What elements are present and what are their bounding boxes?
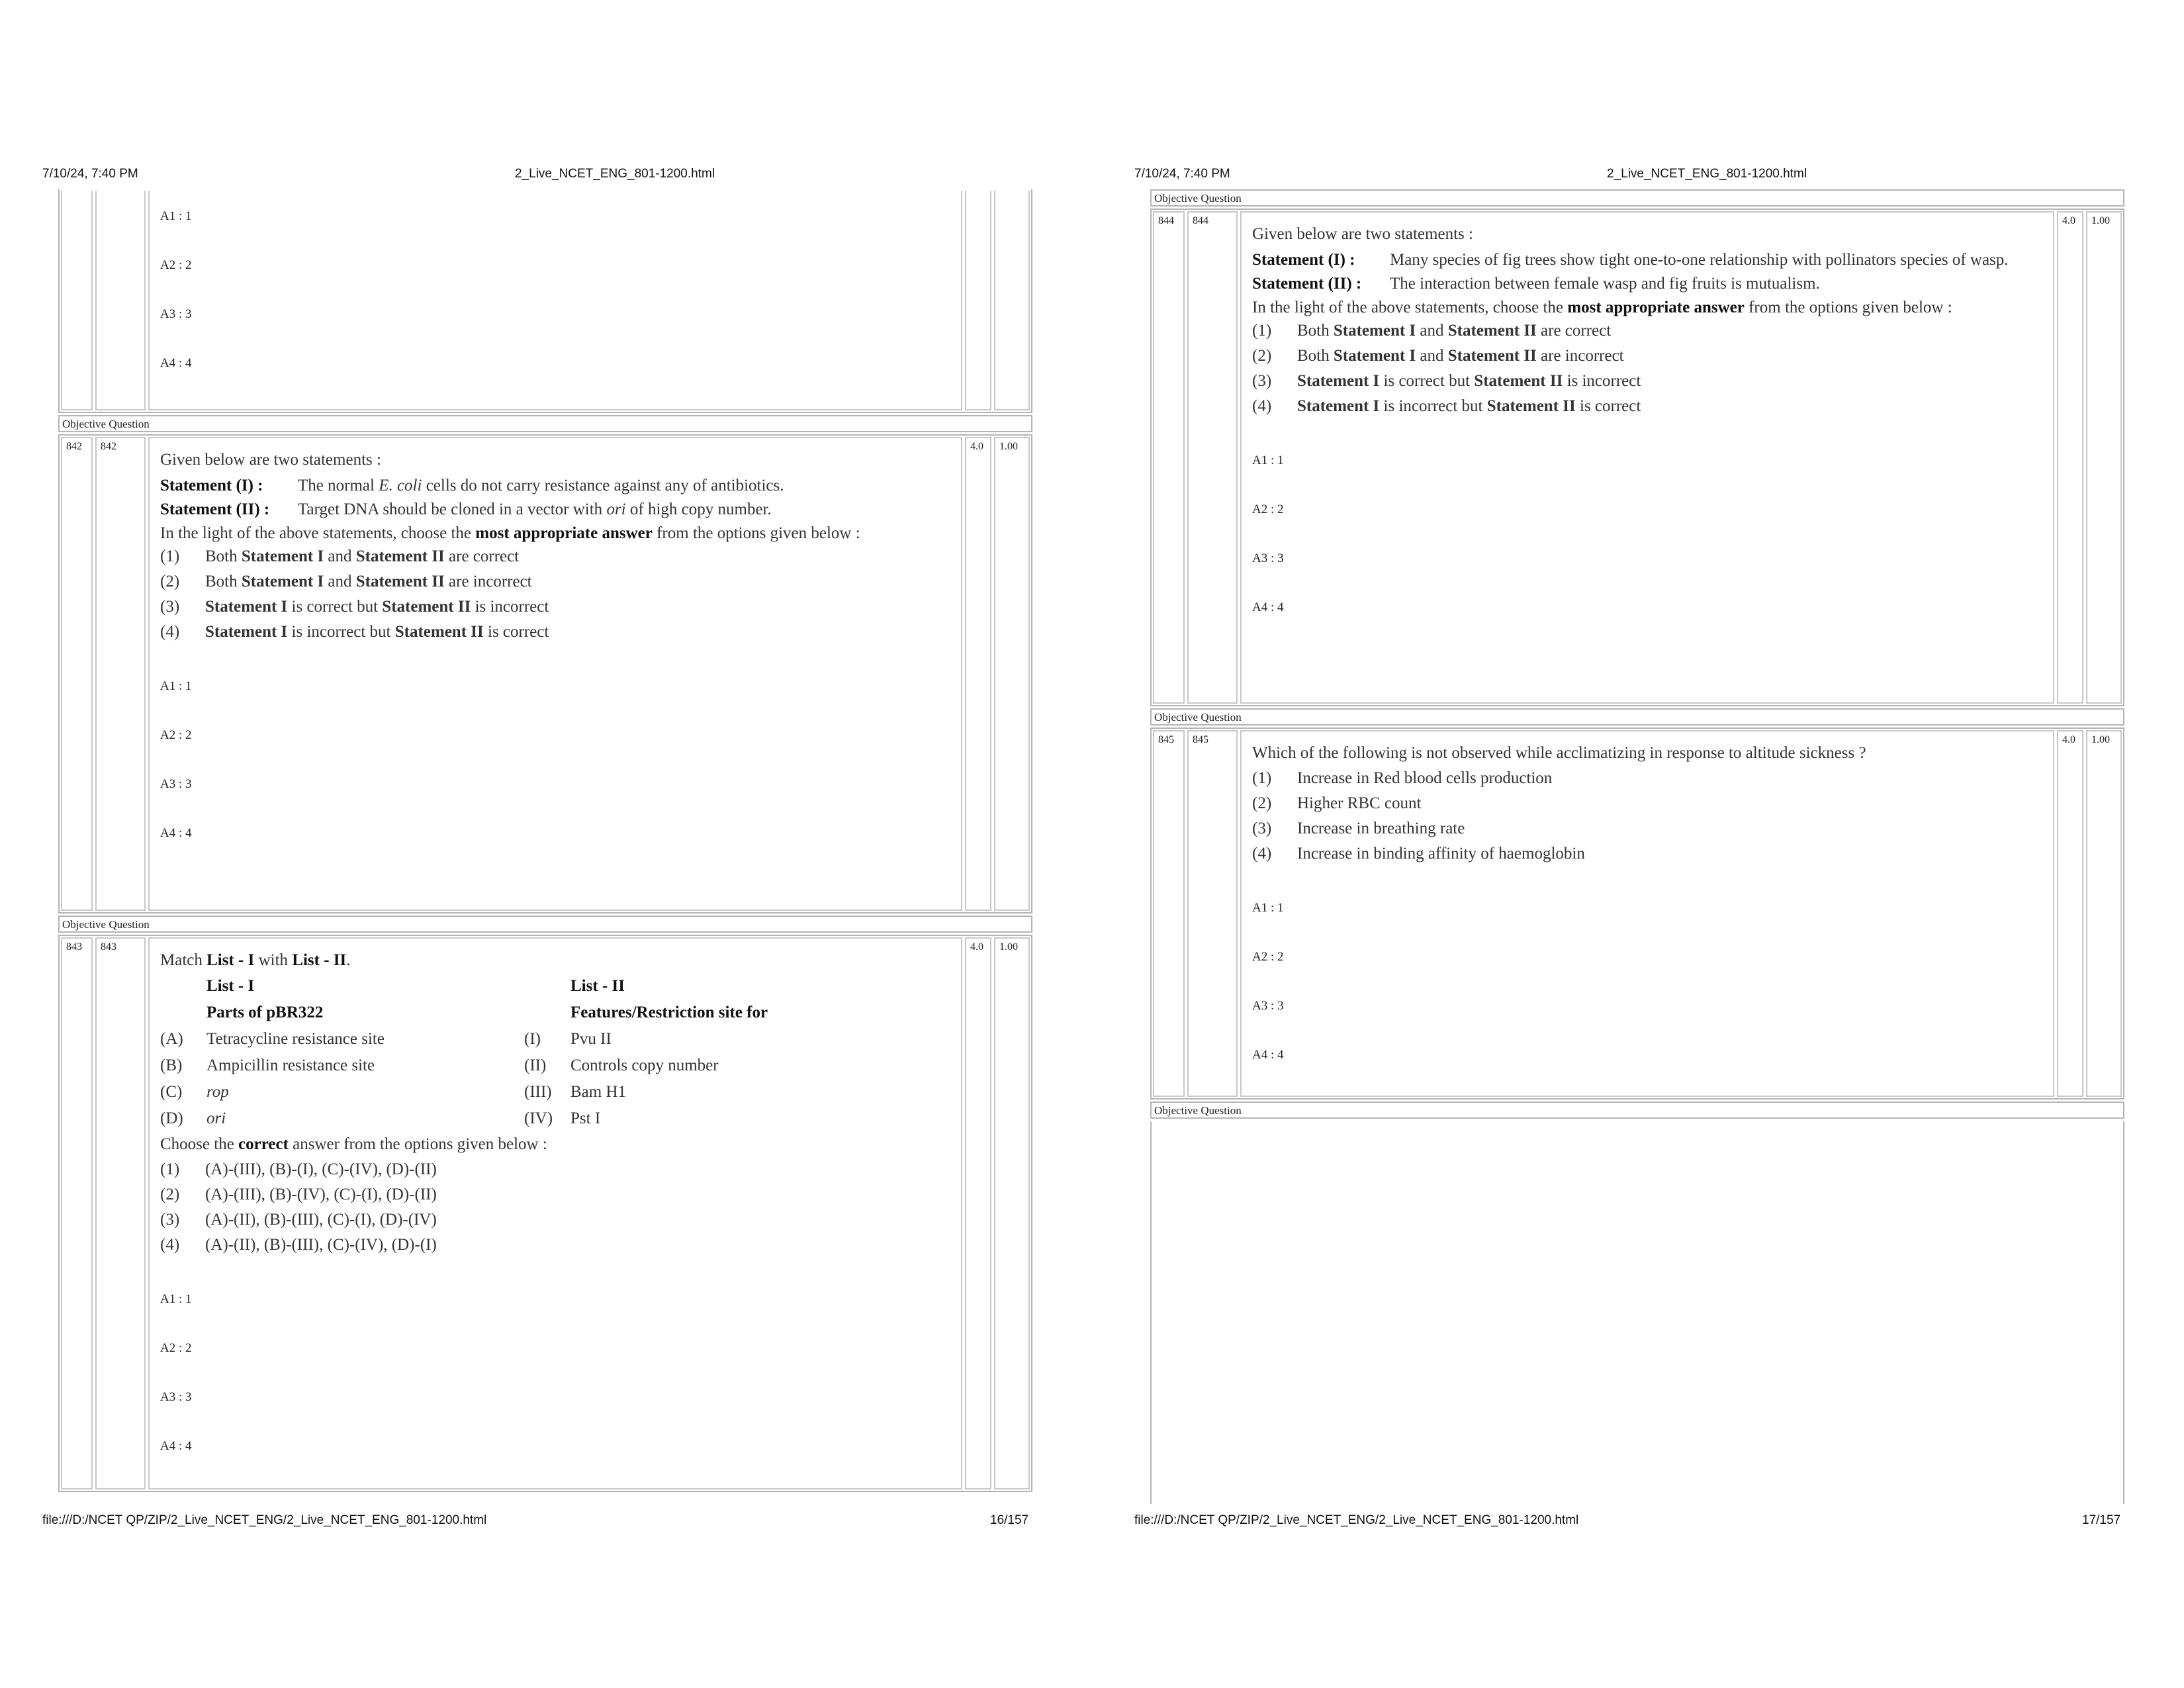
answer-option: A4 : 4	[1252, 600, 1284, 614]
answer-option: A3 : 3	[1252, 551, 1284, 565]
answer-option: A4 : 4	[160, 826, 192, 840]
option: (4) Statement I is incorrect but Statement II is correct	[1252, 397, 1641, 415]
question-number: 843	[61, 937, 93, 1489]
negative-marks: 1.00	[2086, 730, 2122, 1097]
option: (3) (A)-(II), (B)-(III), (C)-(I), (D)-(IV)	[160, 1211, 437, 1229]
option: (3) Increase in breathing rate	[1252, 820, 1465, 837]
answer-option: A1 : 1	[1252, 901, 1284, 915]
answer-option: A4 : 4	[160, 1439, 192, 1453]
answer-option: A1 : 1	[160, 209, 192, 223]
section-label: Objective Question	[58, 415, 1032, 432]
statement-1: Statement (I) : Many species of fig trees show tight one-to-one relationship with pollinators species of wasp.	[1252, 251, 2009, 269]
answer-option: A3 : 3	[160, 777, 192, 791]
option: (1) Increase in Red blood cells production	[1252, 769, 1553, 787]
answer-option: A3 : 3	[160, 1390, 192, 1404]
section-label: Objective Question	[1150, 189, 2124, 207]
answer-option: A2 : 2	[160, 1341, 192, 1355]
right-page	[1092, 0, 2184, 1688]
option: (3) Statement I is correct but Statement II is incorrect	[160, 598, 549, 616]
question-body	[148, 937, 962, 1489]
statement-2: Statement (II) : Target DNA should be cloned in a vector with ori of high copy number.	[160, 500, 772, 518]
question-intro: Given below are two statements :	[160, 451, 381, 469]
header-date: 7/10/24, 7:40 PM	[1134, 167, 1230, 181]
marks: 4.0	[965, 937, 991, 1489]
question-body	[148, 437, 962, 911]
answer-option: A2 : 2	[160, 258, 192, 272]
answer-option: A2 : 2	[160, 728, 192, 742]
option: (3) Statement I is correct but Statement II is incorrect	[1252, 372, 1641, 390]
question-body	[1240, 730, 2054, 1097]
option: (2) Higher RBC count	[1252, 794, 1422, 812]
question-number: 844	[1153, 211, 1185, 704]
header-title: 2_Live_NCET_ENG_801-1200.html	[1607, 167, 1807, 181]
prev-question-row	[58, 189, 1032, 413]
prev-answers	[148, 191, 962, 410]
section-label: Objective Question	[1150, 708, 2124, 726]
option: (1) Both Statement I and Statement II are correct	[160, 547, 520, 565]
option: (2) (A)-(III), (B)-(IV), (C)-(I), (D)-(II)	[160, 1186, 437, 1203]
marks: 4.0	[965, 437, 991, 911]
answer-list	[1252, 901, 2042, 1062]
question-table	[58, 189, 1032, 1494]
answer-option: A1 : 1	[1252, 453, 1284, 467]
answer-option: A4 : 4	[1252, 1048, 1284, 1062]
table-border	[1150, 1121, 1152, 1504]
marks: 4.0	[2057, 730, 2083, 1097]
question-id: 842	[95, 437, 146, 911]
statement-2: Statement (II) : The interaction between female wasp and fig fruits is mutualism.	[1252, 275, 1820, 293]
answer-list	[160, 1292, 950, 1454]
question-instruction: In the light of the above statements, choose the most appropriate answer from the options given below :	[160, 524, 860, 542]
answer-list	[160, 679, 950, 841]
answer-list	[1252, 453, 2042, 615]
question-instruction: In the light of the above statements, choose the most appropriate answer from the options given below :	[1252, 299, 1952, 316]
option: (4) Statement I is incorrect but Statement II is correct	[160, 623, 549, 641]
question-number: 842	[61, 437, 93, 911]
footer-path: file:///D:/NCET QP/ZIP/2_Live_NCET_ENG/2_Live_NCET_ENG_801-1200.html	[42, 1513, 487, 1527]
option: (1) Both Statement I and Statement II are correct	[1252, 322, 1612, 340]
question-id: 843	[95, 937, 146, 1489]
question-row-844	[1150, 209, 2124, 706]
question-text: Which of the following is not observed while acclimatizing in response to altitude sickness ?	[1252, 744, 1866, 762]
answer-option: A1 : 1	[160, 679, 192, 693]
option: (4) Increase in binding affinity of haemoglobin	[1252, 845, 1585, 863]
header-title: 2_Live_NCET_ENG_801-1200.html	[515, 167, 715, 181]
header-date: 7/10/24, 7:40 PM	[42, 167, 138, 181]
option: (4) (A)-(II), (B)-(III), (C)-(IV), (D)-(I)	[160, 1236, 437, 1254]
question-intro: Given below are two statements :	[1252, 225, 1473, 243]
question-id: 844	[1187, 211, 1238, 704]
footer-path: file:///D:/NCET QP/ZIP/2_Live_NCET_ENG/2_Live_NCET_ENG_801-1200.html	[1134, 1513, 1579, 1527]
answer-option: A3 : 3	[1252, 999, 1284, 1013]
question-row-843	[58, 935, 1032, 1492]
option: (2) Both Statement I and Statement II are incorrect	[1252, 347, 1624, 365]
option: (1) (A)-(III), (B)-(I), (C)-(IV), (D)-(II)	[160, 1160, 437, 1178]
negative-marks: 1.00	[2086, 211, 2122, 704]
negative-marks: 1.00	[994, 937, 1030, 1489]
question-row-845	[1150, 727, 2124, 1100]
negative-marks: 1.00	[994, 437, 1030, 911]
answer-option: A1 : 1	[160, 1292, 192, 1306]
section-label: Objective Question	[58, 915, 1032, 933]
answer-option: A4 : 4	[160, 356, 192, 370]
table-border	[2123, 1121, 2124, 1504]
answer-option: A3 : 3	[160, 307, 192, 321]
footer-page-number: 16/157	[990, 1513, 1029, 1527]
question-instruction: Choose the correct answer from the options given below :	[160, 1135, 547, 1153]
answer-option: A2 : 2	[1252, 502, 1284, 516]
question-number: 845	[1153, 730, 1185, 1097]
statement-1: Statement (I) : The normal E. coli cells do not carry resistance against any of antibiotics.	[160, 477, 784, 494]
question-body	[1240, 211, 2054, 704]
footer-page-number: 17/157	[2082, 1513, 2121, 1527]
answer-option: A2 : 2	[1252, 950, 1284, 964]
question-table	[1150, 189, 2124, 1119]
match-list: List - I List - II Parts of pBR322 Features/Restriction site for (A) Tetracycline resistance site (I) Pvu II (B) Ampicillin resistance site (II) Controls copy number (C) rop (III) Bam H1 (D) ori (IV) Pst I	[160, 977, 768, 1127]
question-row-842	[58, 434, 1032, 914]
marks: 4.0	[2057, 211, 2083, 704]
question-intro: Match List - I with List - II.	[160, 951, 351, 969]
question-id: 845	[1187, 730, 1238, 1097]
section-label: Objective Question	[1150, 1102, 2124, 1119]
option: (2) Both Statement I and Statement II are incorrect	[160, 573, 532, 590]
